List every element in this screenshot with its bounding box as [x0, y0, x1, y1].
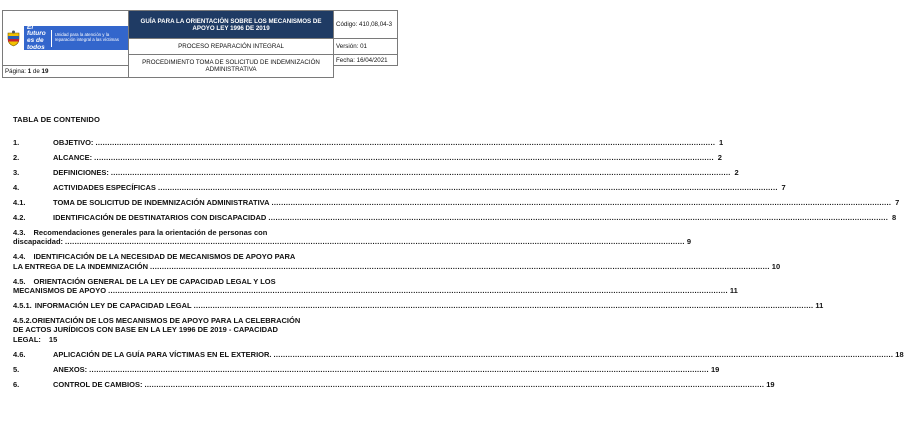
document-header — [2, 10, 398, 78]
toc-entry[interactable]: 4.5. ORIENTACIÓN GENERAL DE LA LEY DE CAPACIDAD LEGAL Y LOS MECANISMOS DE APOYO ..... 11 — [13, 277, 386, 295]
logo-sub-text: Unidad para la atención y la reparación integral a las víctimas — [54, 32, 119, 43]
toc-entry[interactable]: 4.1. TOMA DE SOLICITUD DE INDEMNIZACIÓN ADMINISTRATIVA ..... 7 — [13, 198, 386, 207]
coat-of-arms-icon — [6, 30, 21, 47]
document-version: Versión: 01 — [334, 39, 398, 55]
logo-main-text: El futuro es de todos — [27, 23, 46, 52]
toc-entry[interactable]: 4.2. IDENTIFICACIÓN DE DESTINATARIOS CON DISCAPACIDAD ..... 8 — [13, 213, 386, 222]
toc-entry[interactable]: 2. ALCANCE: ..... 2 — [13, 153, 386, 162]
toc-entry[interactable]: 4.5.1. INFORMACIÓN LEY DE CAPACIDAD LEGAL ..... 11 — [13, 301, 386, 310]
toc-entry[interactable]: 4.5.2.ORIENTACIÓN DE LOS MECANISMOS DE APOYO PARA LA CELEBRACIÓN DE ACTOS JURÍDICOS CON BASE EN LA LEY 1996 DE 2019 - CAPACIDAD LEGAL: 15 — [13, 316, 301, 344]
toc-entry[interactable]: 4.4. IDENTIFICACIÓN DE LA NECESIDAD DE MECANISMOS DE APOYO PARA LA ENTREGA DE LA INDEMNIZACIÓN ..... 10 — [13, 252, 386, 270]
toc-entry[interactable]: 3. DEFINICIONES: ..... 2 — [13, 168, 386, 177]
toc-entry[interactable]: 6. CONTROL DE CAMBIOS: ..... 19 — [13, 380, 386, 389]
document-code: Código: 410,08,04-3 — [334, 11, 398, 39]
process-name: PROCESO REPARACIÓN INTEGRAL — [129, 39, 334, 55]
document-date: Fecha: 16/04/2021 — [334, 54, 398, 66]
toc-entry[interactable]: 5. ANEXOS: ..... 19 — [13, 365, 386, 374]
toc-entry[interactable]: 4. ACTIVIDADES ESPECÍFICAS ..... 7 — [13, 183, 386, 192]
document-title: GUÍA PARA LA ORIENTACIÓN SOBRE LOS MECANISMOS DE APOYO LEY 1996 DE 2019 — [129, 11, 334, 39]
procedure-name: PROCEDIMIENTO TOMA DE SOLICITUD DE INDEMNIZACIÓN ADMINISTRATIVA — [129, 54, 334, 77]
toc-entry[interactable]: 4.3. Recomendaciones generales para la orientación de personas con discapacidad: ..... 9 — [13, 228, 386, 246]
toc-title: TABLA DE CONTENIDO — [13, 115, 101, 124]
table-of-contents — [13, 138, 904, 389]
government-logo — [24, 23, 128, 52]
toc-entry[interactable]: 4.6. APLICACIÓN DE LA GUÍA PARA VÍCTIMAS EN EL EXTERIOR. ..... 18 — [13, 350, 386, 359]
logo-cell — [3, 11, 129, 66]
page-counter: Página: 1 de 19 — [3, 66, 129, 78]
toc-entry[interactable]: 1. OBJETIVO: ..... 1 — [13, 138, 386, 147]
